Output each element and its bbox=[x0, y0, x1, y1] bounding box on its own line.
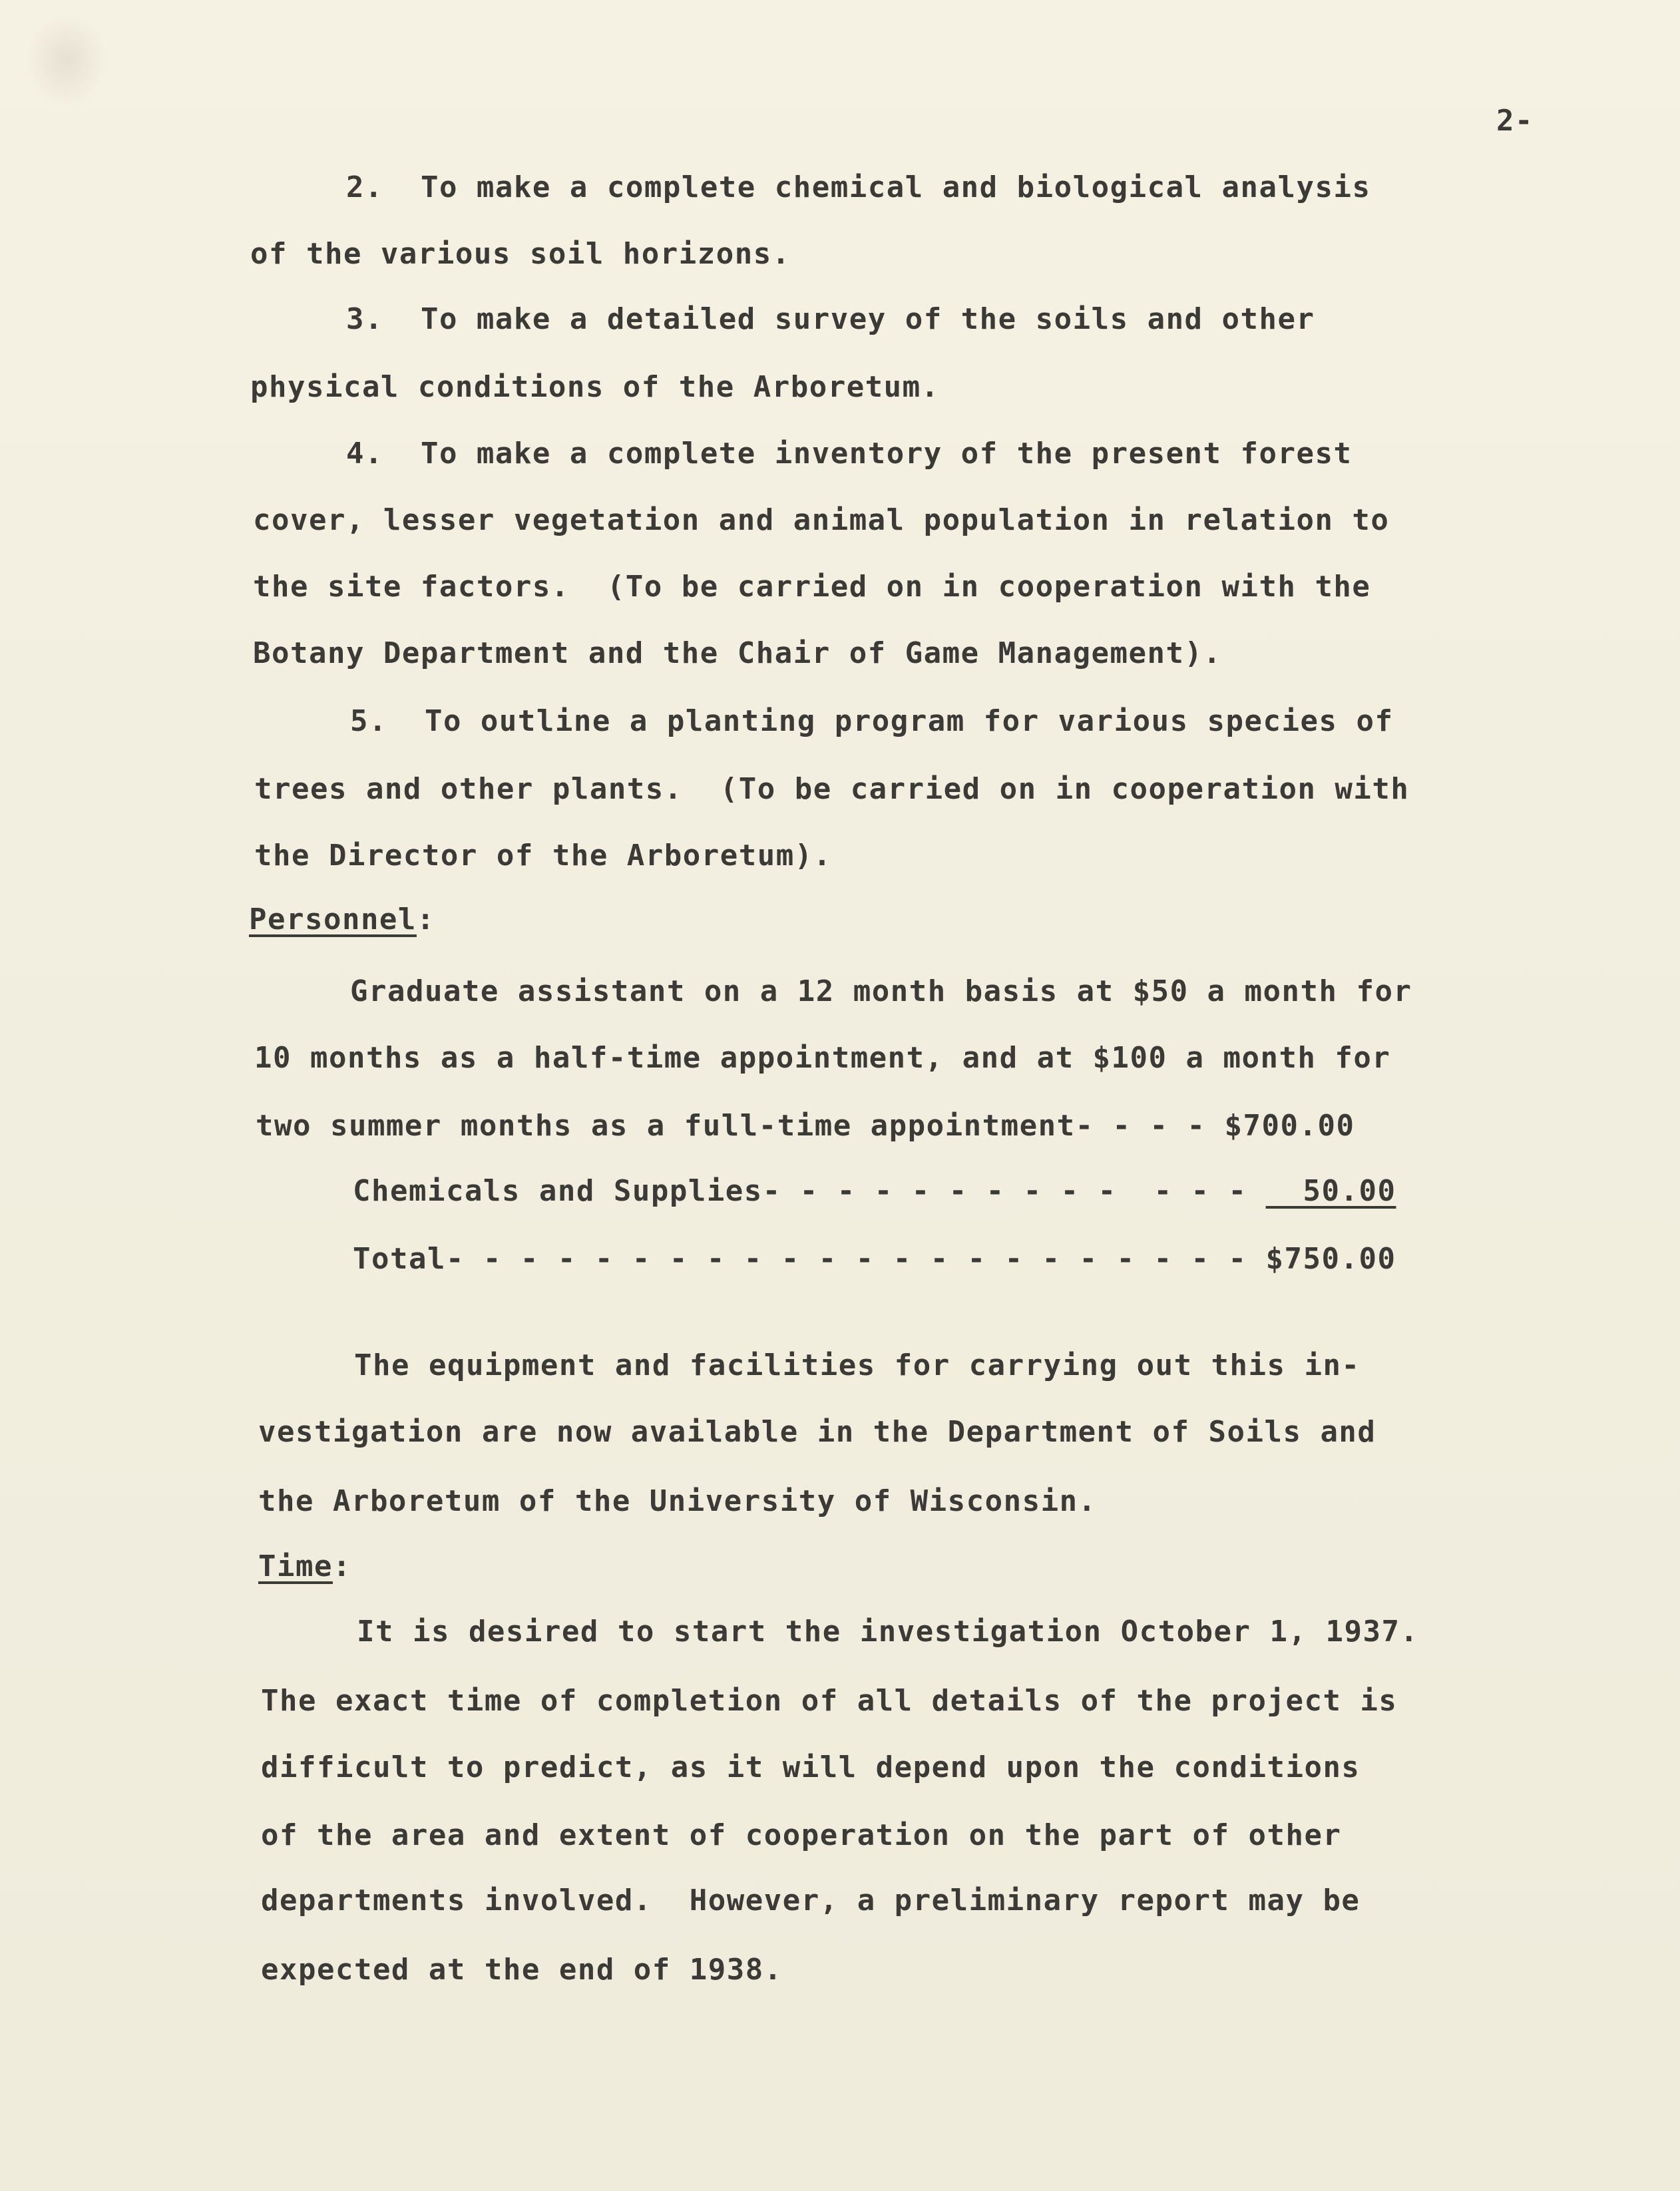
chemicals-amount: 50.00 bbox=[1265, 1174, 1396, 1208]
personnel-line-3 bbox=[256, 1106, 1355, 1146]
time-line-2: The exact time of completion of all details of the project is bbox=[261, 1684, 1398, 1718]
time-line-5: departments involved. However, a preliminary report may be bbox=[261, 1884, 1361, 1917]
time-heading-line bbox=[258, 1547, 351, 1587]
assistant-cost-label: two summer months as a full-time appointment- - - - bbox=[256, 1109, 1225, 1143]
personnel-colon: : bbox=[416, 902, 435, 936]
chemicals-label: Chemicals and Supplies- - - - - - - - - - - - - bbox=[353, 1174, 1266, 1208]
item-2-line-2: of the various soil horizons. bbox=[250, 237, 791, 271]
time-line-4: of the area and extent of cooperation on the part of other bbox=[261, 1818, 1342, 1852]
paper-smudge bbox=[27, 13, 106, 106]
personnel-heading: Personnel bbox=[249, 902, 417, 936]
personnel-line-2: 10 months as a half-time appointment, and at $100 a month for bbox=[254, 1041, 1391, 1075]
item-5-line-1: 5. To outline a planting program for various species of bbox=[350, 704, 1394, 738]
time-colon: : bbox=[332, 1549, 351, 1583]
total-label: Total- - - - - - - - - - - - - - - - - - - - - - bbox=[353, 1242, 1266, 1276]
equipment-line-3: the Arboretum of the University of Wisconsin. bbox=[258, 1484, 1097, 1518]
item-4-line-2: cover, lesser vegetation and animal population in relation to bbox=[253, 503, 1390, 537]
item-4-line-3: the site factors. (To be carried on in cooperation with the bbox=[253, 570, 1371, 604]
time-line-3: difficult to predict, as it will depend upon the conditions bbox=[261, 1750, 1361, 1784]
time-heading: Time bbox=[258, 1549, 333, 1583]
time-line-6: expected at the end of 1938. bbox=[261, 1953, 783, 1987]
personnel-heading-line bbox=[249, 900, 435, 940]
total-amount: $750.00 bbox=[1265, 1242, 1396, 1276]
equipment-line-2: vestigation are now available in the Department of Soils and bbox=[258, 1415, 1376, 1449]
item-5-line-3: the Director of the Arboretum). bbox=[254, 839, 832, 873]
item-5-line-2: trees and other plants. (To be carried on in cooperation with bbox=[254, 772, 1410, 806]
page-number: 2- bbox=[1496, 104, 1534, 138]
equipment-line-1: The equipment and facilities for carrying out this in- bbox=[354, 1348, 1361, 1382]
item-3-line-1: 3. To make a detailed survey of the soils and other bbox=[346, 302, 1315, 336]
personnel-line-1: Graduate assistant on a 12 month basis at $50 a month for bbox=[350, 974, 1412, 1008]
item-4-line-1: 4. To make a complete inventory of the present forest bbox=[346, 437, 1353, 471]
time-line-1: It is desired to start the investigation October 1, 1937. bbox=[357, 1615, 1419, 1649]
total-line bbox=[353, 1239, 1396, 1279]
assistant-cost-amount: $700.00 bbox=[1224, 1109, 1355, 1143]
item-4-line-4: Botany Department and the Chair of Game Management). bbox=[253, 636, 1222, 670]
item-2-line-1: 2. To make a complete chemical and biological analysis bbox=[346, 170, 1371, 204]
chemicals-line bbox=[353, 1171, 1396, 1211]
item-3-line-2: physical conditions of the Arboretum. bbox=[250, 370, 940, 404]
